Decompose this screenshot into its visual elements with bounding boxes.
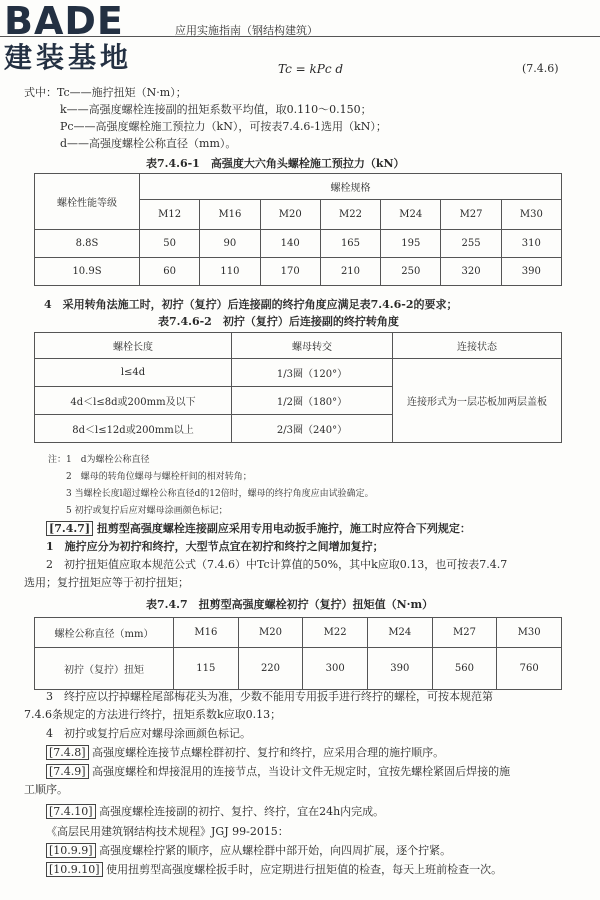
table3-size: M30 (497, 618, 562, 648)
table1-cell: 250 (381, 258, 441, 286)
table3-cell: 760 (497, 648, 562, 690)
table1-spec: M12 (140, 200, 200, 230)
table3-cell: 390 (367, 648, 432, 690)
running-head: 应用实施指南（钢结构建筑） (175, 24, 318, 37)
table1-row-header: 螺栓性能等级 (35, 174, 140, 230)
table3 (34, 617, 562, 690)
table1-cell: 170 (260, 258, 320, 286)
table2-header: 螺栓长度 (35, 333, 232, 359)
table2-angle: 1/2圈（180°） (232, 387, 393, 415)
table2-header: 连接状态 (393, 333, 562, 359)
table1-spec: M22 (320, 200, 380, 230)
table1-cell: 140 (260, 230, 320, 258)
note-3: 3 当螺栓长度l超过螺栓公称直径d的12倍时，螺母的终拧角度应由试验确定。 (66, 489, 374, 499)
clause-text: 使用扭剪型高强度螺栓扳手时，应定期进行扭矩值的检查，每天上班前检查一次。 (106, 863, 503, 876)
para-4b: 4 初拧或复拧后应对螺母涂画颜色标记。 (46, 727, 251, 740)
equation-number: (7.4.6) (522, 62, 559, 75)
section-7-4-9 (46, 763, 510, 779)
formula: Tc = kPc d (278, 62, 344, 76)
publisher-logo (4, 2, 132, 74)
clause-text: 高强度螺栓和焊接混用的连接节点，当设计文件无规定时，宜按先螺栓紧固后焊接的施 (92, 765, 511, 778)
table1-caption: 表7.4.6-1 高强度大六角头螺栓施工预拉力（kN） (146, 157, 405, 170)
table2-length: 8d＜l≤12d或200mm以上 (35, 415, 232, 443)
table2 (34, 332, 562, 443)
table3-size: M27 (432, 618, 497, 648)
clause-tag: [10.9.10] (46, 862, 103, 877)
table1-spec-header: 螺栓规格 (140, 174, 562, 200)
table1-cell: 50 (140, 230, 200, 258)
table1-cell: 320 (441, 258, 501, 286)
table1-grade: 10.9S (35, 258, 140, 286)
section-7-4-7 (46, 520, 471, 536)
table2-connection-state: 连接形式为一层芯板加两层盖板 (393, 359, 562, 443)
table3-size: M16 (174, 618, 239, 648)
table2-angle: 2/3圈（240°） (232, 415, 393, 443)
clause-text: 扭剪型高强度螺栓连接副应采用专用电动扳手施拧，施工时应符合下列规定： (96, 522, 471, 535)
clause-text: 高强度螺栓拧紧的顺序，应从螺栓群中部开始，向四周扩展，逐个拧紧。 (99, 844, 452, 857)
table1-grade: 8.8S (35, 230, 140, 258)
table1-spec: M30 (501, 200, 561, 230)
table3-cell: 220 (238, 648, 303, 690)
table1-spec: M27 (441, 200, 501, 230)
def-line-2: k——高强度螺栓连接副的扭矩系数平均值，取0.110～0.150； (60, 103, 372, 116)
table2-angle: 1/3圈（120°） (232, 359, 393, 387)
table1-cell: 165 (320, 230, 380, 258)
table1-spec: M16 (200, 200, 260, 230)
clause-tag: [10.9.9] (46, 843, 96, 858)
table1-cell: 255 (441, 230, 501, 258)
section-7-4-8 (46, 744, 444, 760)
table3-size: M20 (238, 618, 303, 648)
item-1: 1 施拧应分为初拧和终拧，大型节点宜在初拧和终拧之间增加复拧； (46, 540, 384, 553)
reference-standard: 《高层民用建筑钢结构技术规程》JGJ 99-2015： (46, 825, 289, 838)
table1-cell: 210 (320, 258, 380, 286)
clause-tag: [7.4.10] (46, 804, 96, 819)
table3-cell: 560 (432, 648, 497, 690)
clause-text: 高强度螺栓连接副的初拧、复拧、终拧，宜在24h内完成。 (99, 805, 385, 818)
def-line-3: Pc——高强度螺栓施工预拉力（kN），可按表7.4.6-1选用（kN）； (60, 120, 387, 133)
section-10-9-9 (46, 842, 451, 858)
table1-cell: 90 (200, 230, 260, 258)
section-7-4-9-cont: 工顺序。 (24, 783, 68, 796)
table3-cell: 300 (303, 648, 368, 690)
note-5: 5 初拧或复拧后应对螺母涂画颜色标记； (66, 506, 228, 516)
table1 (34, 173, 562, 286)
note-2: 2 螺母的转角位螺母与螺栓杆间的相对转角； (66, 472, 252, 482)
table1-cell: 310 (501, 230, 561, 258)
table1-cell: 60 (140, 258, 200, 286)
table3-row-label: 初拧（复拧）扭矩 (35, 648, 174, 690)
table3-size: M24 (367, 618, 432, 648)
table2-length: 4d＜l≤8d或200mm及以下 (35, 387, 232, 415)
note-1: 注：1 d为螺栓公称直径 (48, 455, 150, 465)
table1-spec: M20 (260, 200, 320, 230)
table1-cell: 110 (200, 258, 260, 286)
table3-header-label: 螺栓公称直径（mm） (35, 618, 174, 648)
clause-tag: [7.4.7] (46, 521, 93, 536)
clause-text: 高强度螺栓连接节点螺栓群初拧、复拧和终拧，应采用合理的施拧顺序。 (92, 746, 445, 759)
logo-wordmark: BADE (4, 0, 124, 43)
table3-cell: 115 (174, 648, 239, 690)
section-10-9-10 (46, 861, 502, 877)
clause-tag: [7.4.8] (46, 745, 89, 760)
item-2a: 2 初拧扭矩值应取本规范公式（7.4.6）中Tc计算值的50%，其中k应取0.13，也可按表7.4.7 (46, 558, 508, 571)
def-line-4: d——高强度螺栓公称直径（mm）。 (60, 137, 237, 150)
section-7-4-10 (46, 803, 384, 819)
para-3b: 7.4.6条规定的方法进行终拧，扭矩系数k应取0.13； (24, 708, 282, 721)
table2-caption: 表7.4.6-2 初拧（复拧）后连接副的终拧转角度 (158, 315, 399, 328)
para-4: 4 采用转角法施工时，初拧（复拧）后连接副的终拧角度应满足表7.4.6-2的要求； (44, 298, 458, 311)
table1-spec: M24 (381, 200, 441, 230)
logo-chinese: 建装基地 (4, 41, 133, 74)
clause-tag: [7.4.9] (46, 764, 89, 779)
para-3a: 3 终拧应以拧掉螺栓尾部梅花头为准，少数不能用专用扳手进行终拧的螺栓，可按本规范第 (46, 690, 493, 703)
header-rule (0, 36, 600, 37)
table1-cell: 195 (381, 230, 441, 258)
item-2b: 选用；复拧扭矩应等于初拧扭矩； (24, 576, 189, 589)
table3-size: M22 (303, 618, 368, 648)
table2-header: 螺母转交 (232, 333, 393, 359)
table1-cell: 390 (501, 258, 561, 286)
table3-caption: 表7.4.7 扭剪型高强度螺栓初拧（复拧）扭矩值（N·m） (146, 598, 434, 611)
def-line-1: 式中：Tc——施拧扭矩（N·m）； (24, 86, 187, 99)
table2-length: l≤4d (35, 359, 232, 387)
